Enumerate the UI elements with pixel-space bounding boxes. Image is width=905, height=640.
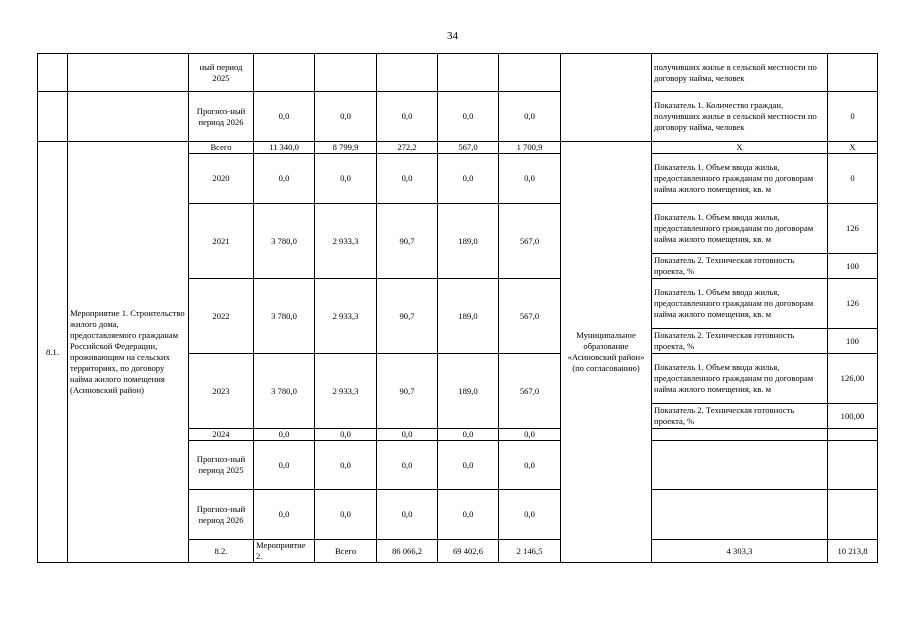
target-cell: 100 (828, 329, 878, 354)
period-cell: Прогноз-ный период 2026 (189, 92, 254, 142)
number-cell: 8.2. (189, 540, 254, 563)
value-cell: 567,0 (499, 204, 561, 279)
indicator-cell: Показатель 2. Техническая готовность проекта, % (652, 329, 828, 354)
value-cell: 567,0 (499, 354, 561, 429)
period-cell: 2021 (189, 204, 254, 279)
value-cell: 0,0 (499, 92, 561, 142)
period-cell: 2023 (189, 354, 254, 429)
target-cell: 126 (828, 279, 878, 329)
value-cell: 0,0 (254, 92, 315, 142)
executor-cell: Муниципальное образование «Асиновский район» (по согласованию) (561, 142, 652, 563)
value-cell: 90,7 (377, 354, 438, 429)
value-cell: 86 066,2 (377, 540, 438, 563)
value-cell: 0,0 (315, 92, 377, 142)
value-cell: 0,0 (315, 154, 377, 204)
value-cell: 0,0 (315, 490, 377, 540)
value-cell (315, 54, 377, 92)
number-cell (38, 54, 68, 92)
period-cell: Прогноз-ный период 2026 (189, 490, 254, 540)
period-cell: ный период 2025 (189, 54, 254, 92)
value-cell: 0,0 (438, 490, 499, 540)
value-cell: 0,0 (438, 154, 499, 204)
indicator-cell: Показатель 1. Объем ввода жилья, предоставленного гражданам по договорам найма жилого помещения, кв. м (652, 204, 828, 254)
value-cell: 1 700,9 (499, 142, 561, 154)
indicator-cell (652, 429, 828, 441)
value-cell: 0,0 (377, 429, 438, 441)
value-cell: 0,0 (254, 154, 315, 204)
period-cell: 2024 (189, 429, 254, 441)
value-cell: 90,7 (377, 204, 438, 279)
value-cell: 567,0 (499, 279, 561, 354)
name-cell (68, 54, 189, 92)
value-cell: 0,0 (438, 441, 499, 490)
target-cell: Х (828, 142, 878, 154)
indicator-cell: получивших жилье в сельской местности по договору найма, человек (652, 54, 828, 92)
value-cell: 567,0 (438, 142, 499, 154)
indicator-cell (652, 490, 828, 540)
number-cell (38, 92, 68, 142)
value-cell: 0,0 (315, 429, 377, 441)
value-cell: 11 340,0 (254, 142, 315, 154)
value-cell: 0,0 (377, 92, 438, 142)
target-cell (828, 429, 878, 441)
number-cell: 8.1. (38, 142, 68, 563)
value-cell: 10 213,8 (828, 540, 878, 563)
period-cell: 2022 (189, 279, 254, 354)
value-cell: 4 303,3 (652, 540, 828, 563)
value-cell: 0,0 (254, 429, 315, 441)
value-cell: 3 780,0 (254, 204, 315, 279)
name-cell (68, 92, 189, 142)
target-cell: 100 (828, 254, 878, 279)
indicator-cell: Х (652, 142, 828, 154)
value-cell: 2 933,3 (315, 279, 377, 354)
value-cell: 90,7 (377, 279, 438, 354)
value-cell: 0,0 (499, 441, 561, 490)
value-cell: 272,2 (377, 142, 438, 154)
table-row (38, 54, 878, 92)
value-cell: 8 799,9 (315, 142, 377, 154)
target-cell: 0 (828, 154, 878, 204)
value-cell: 2 933,3 (315, 354, 377, 429)
period-cell: Всего (315, 540, 377, 563)
value-cell: 0,0 (438, 92, 499, 142)
indicator-cell: Показатель 2. Техническая готовность проекта, % (652, 404, 828, 429)
indicator-cell: Показатель 1. Объем ввода жилья, предоставленного гражданам по договорам найма жилого помещения, кв. м (652, 279, 828, 329)
indicator-cell: Показатель 2. Техническая готовность проекта, % (652, 254, 828, 279)
target-cell: 0 (828, 92, 878, 142)
value-cell: 189,0 (438, 354, 499, 429)
value-cell: 2 146,5 (499, 540, 561, 563)
target-cell: 100,00 (828, 404, 878, 429)
table-row (38, 92, 878, 142)
value-cell: 3 780,0 (254, 354, 315, 429)
value-cell: 0,0 (499, 490, 561, 540)
budget-table (37, 53, 878, 563)
executor-cell (561, 54, 652, 142)
value-cell: 0,0 (377, 154, 438, 204)
value-cell: 0,0 (499, 429, 561, 441)
value-cell (377, 54, 438, 92)
value-cell: 3 780,0 (254, 279, 315, 354)
target-cell (828, 441, 878, 490)
value-cell: 0,0 (438, 429, 499, 441)
indicator-cell: Показатель 1. Объем ввода жилья, предоставленного гражданам по договорам найма жилого помещения, кв. м (652, 154, 828, 204)
table-row (38, 142, 878, 154)
indicator-cell (652, 441, 828, 490)
value-cell (499, 54, 561, 92)
target-cell (828, 54, 878, 92)
value-cell (438, 54, 499, 92)
name-cell: Мероприятие 2. (254, 540, 315, 563)
value-cell: 189,0 (438, 279, 499, 354)
value-cell: 0,0 (315, 441, 377, 490)
indicator-cell: Показатель 1. Количество граждан, получивших жилье в сельской местности по договору найма, человек (652, 92, 828, 142)
value-cell: 69 402,6 (438, 540, 499, 563)
name-cell: Мероприятие 1. Строительство жилого дома, предоставляемого гражданам Российской Федерации, проживающим на сельских территориях, по договору найма жилого помещения (Асиновский район) (68, 142, 189, 563)
value-cell: 189,0 (438, 204, 499, 279)
period-cell: Прогноз-ный период 2025 (189, 441, 254, 490)
value-cell: 0,0 (377, 490, 438, 540)
target-cell (828, 490, 878, 540)
value-cell: 0,0 (499, 154, 561, 204)
period-cell: 2020 (189, 154, 254, 204)
value-cell (254, 54, 315, 92)
value-cell: 0,0 (377, 441, 438, 490)
target-cell: 126 (828, 204, 878, 254)
period-cell: Всего (189, 142, 254, 154)
target-cell: 126,00 (828, 354, 878, 404)
page-number: 34 (447, 30, 458, 42)
value-cell: 0,0 (254, 441, 315, 490)
indicator-cell: Показатель 1. Объем ввода жилья, предоставленного гражданам по договорам найма жилого помещения, кв. м (652, 354, 828, 404)
value-cell: 2 933,3 (315, 204, 377, 279)
value-cell: 0,0 (254, 490, 315, 540)
